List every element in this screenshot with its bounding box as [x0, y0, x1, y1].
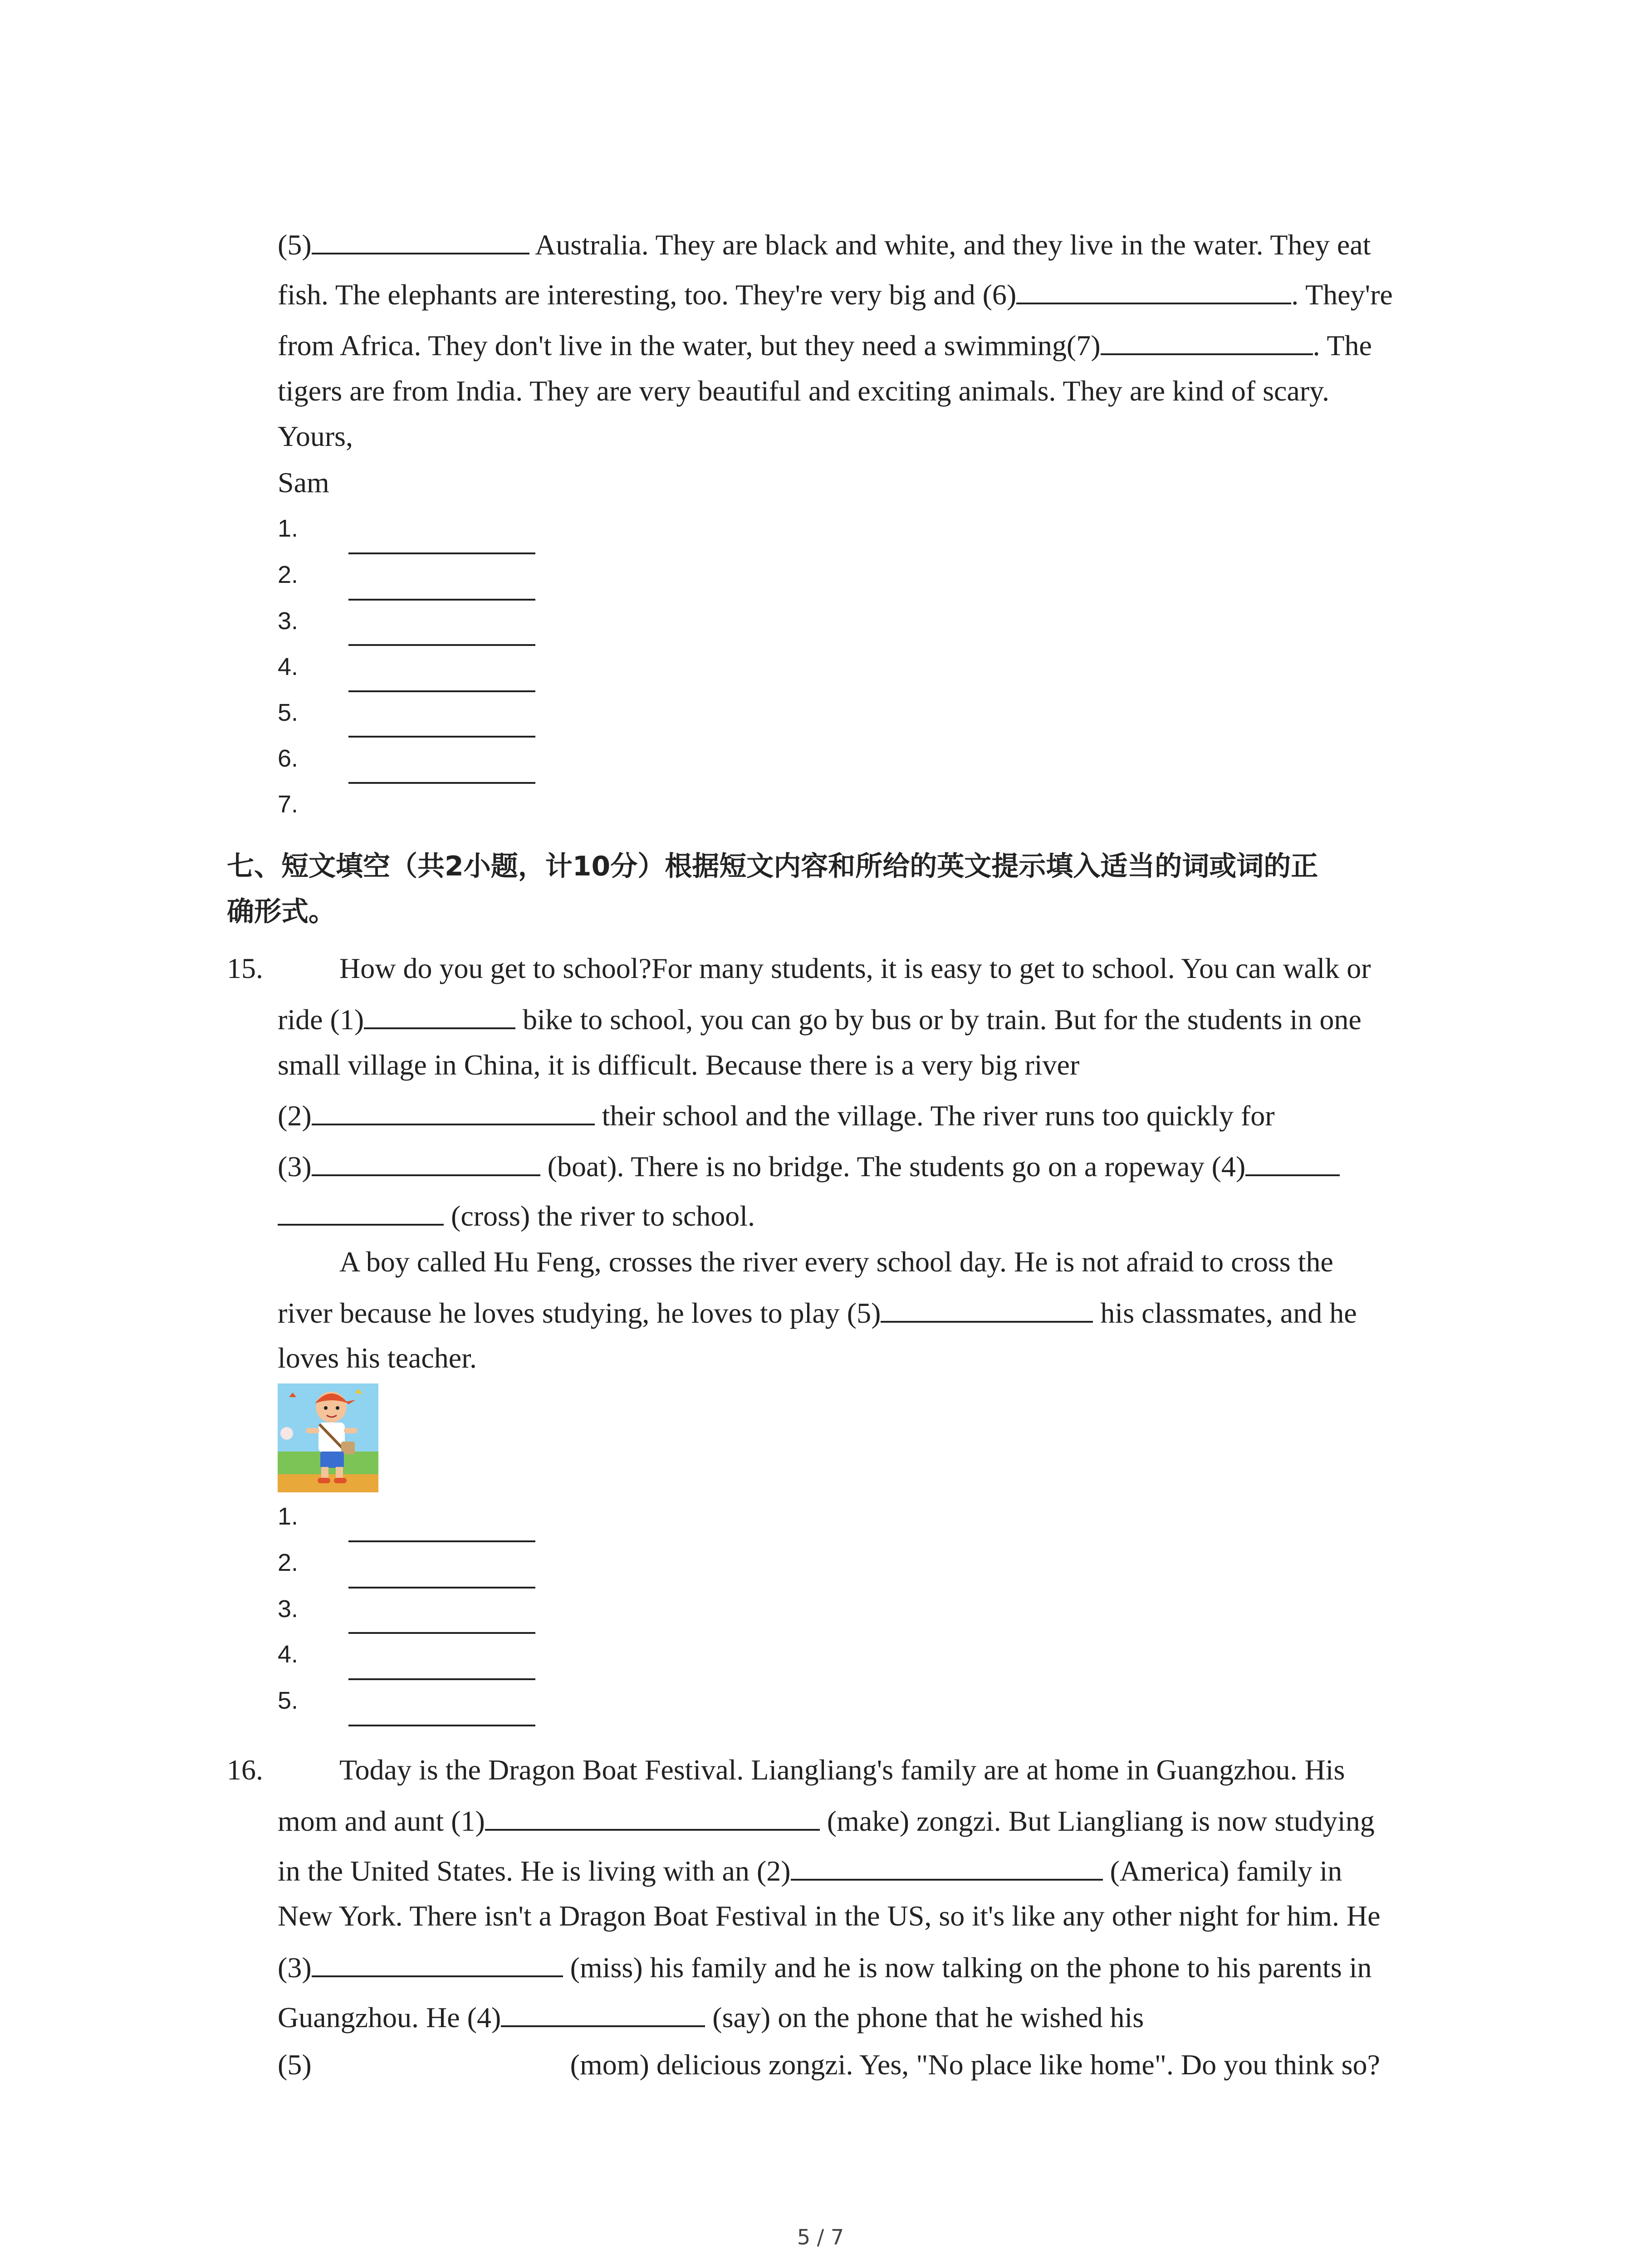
q16-line: (5) (mom) delicious zongzi. Yes, "No place like home". Do you think so? — [278, 2048, 1380, 2081]
q15-line: ride (1) bike to school, you can go by bus or by train. But for the students in one — [278, 1003, 1362, 1036]
answer-line[interactable] — [348, 782, 535, 784]
section-heading: 七、短文填空（共2小题，计10分）根据短文内容和所给的英文提示填入适当的词或词的正 — [227, 850, 1318, 882]
letter-signature: Sam — [278, 466, 329, 499]
answer-number: 4. — [278, 653, 299, 680]
blank-5[interactable] — [312, 229, 529, 254]
answer-number: 2. — [278, 1549, 299, 1576]
q15-line: (3) (boat). There is no bridge. The students go on a ropeway (4) — [278, 1151, 1340, 1181]
letter-line: from Africa. They don't live in the water, but they need a swimming(7) . The — [278, 329, 1372, 362]
section-heading-cont: 确形式。 — [227, 896, 336, 928]
blank-3[interactable] — [312, 1952, 563, 1977]
letter-line: (5) Australia. They are black and white, and they live in the water. They eat — [278, 229, 1371, 261]
answer-line[interactable] — [348, 552, 535, 554]
answer-number: 5. — [278, 1687, 299, 1714]
blank-6[interactable] — [1016, 279, 1291, 304]
answer-number: 5. — [278, 699, 299, 726]
answer-number: 3. — [278, 1595, 299, 1623]
answer-number: 1. — [278, 1503, 299, 1530]
answer-number: 6. — [278, 745, 299, 772]
question-number-15: 15. — [227, 952, 263, 984]
answer-number: 3. — [278, 607, 299, 635]
answer-number: 4. — [278, 1641, 299, 1668]
q16-line: New York. There isn't a Dragon Boat Festival in the US, so it's like any other night for him. He — [278, 1900, 1381, 1932]
q16-line: Guangzhou. He (4) (say) on the phone that he wished his — [278, 2001, 1144, 2033]
q16-line: (3) (miss) his family and he is now talking on the phone to his parents in — [278, 1951, 1372, 1984]
answer-line[interactable] — [348, 1587, 535, 1589]
answer-line[interactable] — [348, 599, 535, 601]
page-number: 5 / 7 — [797, 2225, 844, 2249]
blank-7[interactable] — [1101, 330, 1313, 355]
q15-line: river because he loves studying, he loves to play (5) his classmates, and he — [278, 1297, 1357, 1329]
blank-2[interactable] — [791, 1855, 1103, 1881]
answer-line[interactable] — [348, 690, 535, 692]
letter-closing: Yours, — [278, 420, 353, 452]
letter-line: tigers are from India. They are very beautiful and exciting animals. They are kind of scary. — [278, 375, 1329, 407]
answer-line[interactable] — [348, 1540, 535, 1542]
blank-3[interactable] — [312, 1151, 540, 1176]
question-number-16: 16. — [227, 1754, 263, 1786]
q15-line: small village in China, it is difficult. Because there is a very big river — [278, 1049, 1080, 1081]
q16-line: in the United States. He is living with an (2) (America) family in — [278, 1855, 1342, 1887]
answer-line[interactable] — [348, 1678, 535, 1680]
blank-4b[interactable] — [278, 1200, 444, 1226]
q16-line: mom and aunt (1) (make) zongzi. But Liangliang is now studying — [278, 1805, 1375, 1837]
answer-number: 1. — [278, 515, 299, 542]
q15-line: How do you get to school?For many students, it is easy to get to school. You can walk or — [339, 952, 1371, 984]
blank-2[interactable] — [312, 1100, 595, 1125]
blank-4[interactable] — [501, 2002, 705, 2027]
answer-number: 7. — [278, 791, 299, 818]
q15-line: A boy called Hu Feng, crosses the river every school day. He is not afraid to cross the — [339, 1246, 1333, 1278]
q15-line: loves his teacher. — [278, 1342, 477, 1374]
answer-line[interactable] — [348, 1725, 535, 1726]
answer-line[interactable] — [348, 644, 535, 646]
answer-number: 2. — [278, 561, 299, 588]
blank-1[interactable] — [485, 1805, 820, 1831]
q16-line: Today is the Dragon Boat Festival. Liangliang's family are at home in Guangzhou. His — [339, 1754, 1345, 1786]
answer-line[interactable] — [348, 1632, 535, 1634]
q15-line: (cross) the river to school. — [278, 1200, 755, 1231]
answer-line[interactable] — [348, 736, 535, 738]
blank-1[interactable] — [364, 1004, 515, 1029]
letter-line: fish. The elephants are interesting, too. They're very big and (6) . They're — [278, 279, 1393, 311]
boy-illustration — [278, 1383, 378, 1492]
q15-line: (2) their school and the village. The river runs too quickly for — [278, 1100, 1275, 1132]
blank-4a[interactable] — [1245, 1151, 1340, 1176]
blank-5[interactable] — [881, 1297, 1093, 1323]
